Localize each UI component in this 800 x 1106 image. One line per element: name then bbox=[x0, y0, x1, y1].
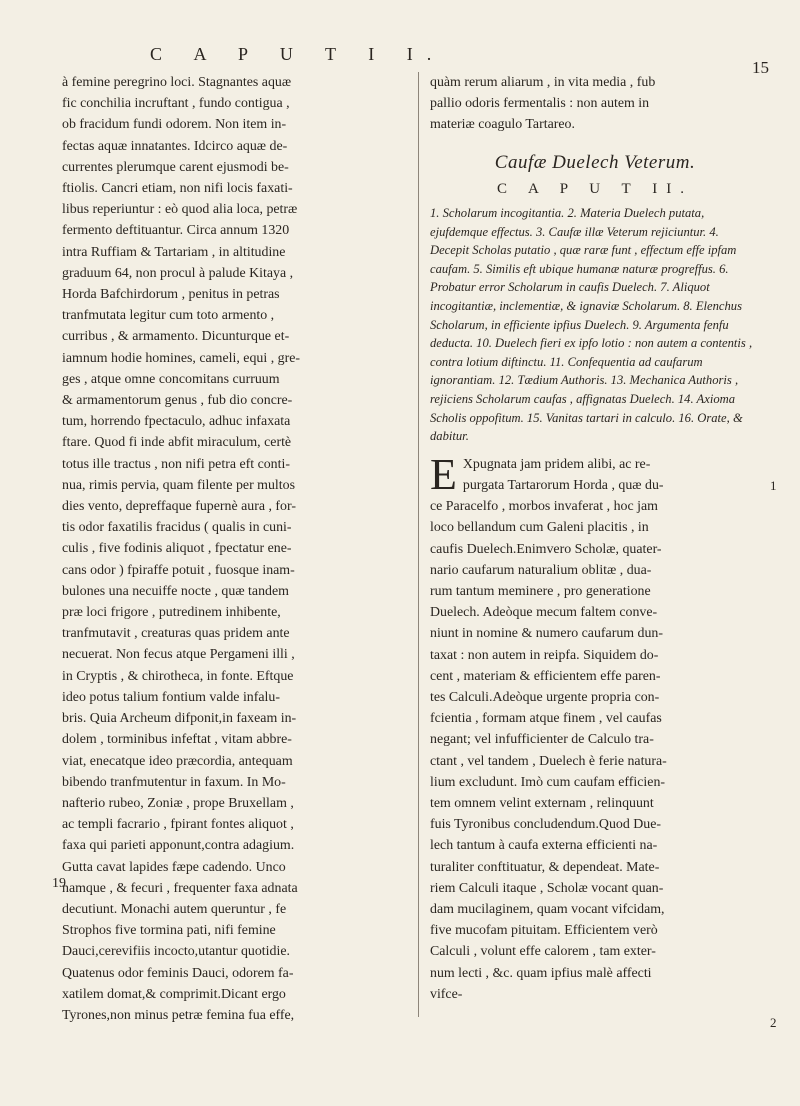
running-header: C A P U T I I. bbox=[150, 44, 446, 64]
text-line: Gutta cavat lapides fæpe cadendo. Unco bbox=[62, 859, 286, 875]
text-line: lium excludunt. Imò cum caufam efficien- bbox=[430, 774, 666, 790]
text-line: decutiunt. Monachi autem queruntur , fe bbox=[62, 901, 287, 917]
text-line: viat, enecatque ideo præcordia, antequam bbox=[62, 753, 293, 769]
text-line: ges , atque omne concomitans curruum bbox=[62, 371, 280, 387]
text-line: necuerat. Non fecus atque Pergameni illi , bbox=[62, 647, 295, 663]
text-line: tranfmutata legitur cum toto armento , bbox=[62, 308, 275, 324]
text-line: fcientia , formam atque finem , vel caufas bbox=[430, 711, 662, 727]
left-column bbox=[62, 72, 412, 1026]
text-line: tranfmutavit , creaturas quas pridem ante bbox=[62, 626, 290, 642]
text-line: Horda Bafchirdorum , penitus in petras bbox=[62, 287, 280, 303]
text-line: fermento deftituantur. Circa annum 1320 bbox=[62, 223, 290, 239]
text-line: purgata Tartarorum Horda , quæ du- bbox=[462, 477, 664, 493]
text-line: bulones una necuiffe nocte , quæ tandem bbox=[62, 583, 289, 599]
text-line: xatilem domat,& comprimit.Dicant ergo bbox=[62, 986, 286, 1002]
body-lines bbox=[430, 449, 760, 1005]
text-line: nario caufarum naturalium oblitæ , dua- bbox=[430, 562, 652, 578]
text-line: caufis Duelech.Enimvero Scholæ, quater- bbox=[430, 541, 662, 557]
text-line: ac templi facrario , fpirant fontes aliquot , bbox=[62, 817, 294, 833]
margin-number: 19 bbox=[52, 876, 66, 891]
text-line: loco bellandum cum Galeni placitis , in bbox=[430, 520, 649, 536]
text-line: ftiolis. Cancri etiam, non nifi locis faxati- bbox=[62, 181, 293, 197]
text-line: & armamentorum genus , fub dio concre- bbox=[62, 393, 293, 409]
section-title: Caufæ Duelech Veterum. bbox=[494, 151, 696, 173]
text-line: ftare. Quod fi inde abfit miraculum, certè bbox=[62, 435, 292, 451]
text-line: currentes plerumque carent ejusmodi be- bbox=[62, 159, 289, 175]
text-line: turaliter conftituatur, & dependeat. Mate- bbox=[430, 859, 660, 875]
text-line: tis odor faxatilis fracidus ( qualis in cuni- bbox=[62, 520, 292, 536]
text-line: dolem , torminibus infeftat , vitam abbre- bbox=[62, 732, 292, 748]
text-line: faxa qui parieti apponunt,contra adagium. bbox=[62, 838, 295, 854]
text-line: tem omnem velint externam , relinquunt bbox=[430, 795, 654, 811]
text-line: cent , materiam & efficientem effe paren- bbox=[430, 668, 661, 684]
text-line: tum, horrendo fpectaculo, adhuc infaxata bbox=[62, 414, 291, 430]
text-line: materiæ coagulo Tartareo. bbox=[430, 117, 575, 133]
text-line: negant; vel infufficienter de Calculo tra- bbox=[430, 732, 654, 748]
side-mark-2: 2 bbox=[770, 1015, 777, 1030]
text-line: quàm rerum aliarum , in vita media , fub bbox=[430, 75, 656, 90]
text-line: Quatenus odor feminis Dauci, odorem fa- bbox=[62, 965, 294, 981]
text-line: fectas aquæ innatantes. Idcirco aquæ de- bbox=[62, 138, 288, 154]
text-line: rum tantum meminere , pro generatione bbox=[430, 583, 651, 599]
chapter-summary: 1. Scholarum incogitantia. 2. Materia Duelech putata, ejufdemque effectus. 3. Caufæ illæ Veterum rejiciuntur. 4. Decepit Scholas putatio , quæ raræ funt , effectum effe ipfam caufam. 5. Similis eft ubique humanæ naturæ progreffus. 6. Probatur error Scholarum in caufis Duelech. 7. Aliquot incogitantiæ, inclementiæ, & ignaviæ Scholarum. 8. Elenchus Scholarum, in efficiente ipfius Duelech. 9. Argumenta fenfu deducta. 10. Duelech fieri ex ipfo lotio : non autem a contentis , contra lotium diftinctu. 11. Confequentia ad caufarum ignorantiam. 12. Tædium Authoris. 13. Mechanica Authoris , rejiciens Scholarum caufas , affignatas Duelech. 14. Axioma Scholis oppofitum. 15. Vanitas tartari in calculo. 16. Orate, & dabitur. bbox=[430, 206, 753, 444]
text-line: num lecti , &c. quam ipfius malè affecti bbox=[430, 965, 652, 981]
text-line: five mucofam pituitam. Efficientem verò bbox=[430, 923, 658, 939]
text-line: fic conchilia incruftant , fundo contigua , bbox=[62, 96, 290, 112]
text-line: ob fracidum fundi odorem. Non item in- bbox=[62, 117, 287, 133]
text-line: ce Paracelfo , morbos invaferat , hoc jam bbox=[430, 499, 658, 515]
text-line: ctant , vel tandem , Duelech è ferie natura- bbox=[430, 753, 667, 769]
text-line: totus ille tractus , non nifi petra eft conti- bbox=[62, 456, 290, 472]
text-line: culis , five fodinis aliquot , fpectatur ene- bbox=[62, 541, 292, 557]
text-line: curribus , & armamento. Dicunturque et- bbox=[62, 329, 290, 345]
drop-capital: E bbox=[430, 449, 457, 499]
text-line: lech tantum à caufa externa efficienti na- bbox=[430, 838, 658, 854]
text-line: præ loci frigore , putredinem inhibente, bbox=[62, 605, 281, 621]
text-line: namque , & fecuri , frequenter faxa adnata bbox=[62, 880, 298, 896]
text-line: cans odor ) fpiraffe potuit , fuosque inam- bbox=[62, 562, 295, 578]
text-line: pallio odoris fermentalis : non autem in bbox=[430, 96, 650, 112]
text-line: graduum 64, non procul à palude Kitaya , bbox=[62, 265, 294, 281]
text-line: à femine peregrino loci. Stagnantes aquæ bbox=[62, 75, 292, 90]
page-number: 15 bbox=[752, 58, 769, 77]
text-line: riem Calculi itaque , Scholæ vocant quan- bbox=[430, 880, 664, 896]
right-column bbox=[430, 72, 760, 1005]
text-line: Dauci,cerevifiis incocto,utantur quotidie. bbox=[62, 944, 290, 960]
text-line: Duelech. Adeòque mecum faltem conve- bbox=[430, 605, 658, 621]
text-line: dam mucilaginem, quam vocant vifcidam, bbox=[430, 902, 665, 917]
text-line: Calculi , volunt effe calorem , tam exter- bbox=[430, 944, 656, 960]
text-line: dies vento, depreffaque fupernè aura , for- bbox=[62, 499, 296, 515]
text-line: intra Ruffiam & Tartariam , in altitudine bbox=[62, 244, 286, 260]
text-line: in Cryptis , & chirotheca, in fonte. Eftque bbox=[62, 668, 294, 684]
text-line: tes Calculi.Adeòque urgente propria con- bbox=[430, 689, 660, 705]
text-line: Tyrones,non minus petræ femina fua effe, bbox=[62, 1007, 295, 1023]
text-line: Strophos five tormina pati, nifi femine bbox=[62, 923, 276, 939]
text-line: ideo potus talium fontium valde infalu- bbox=[62, 689, 280, 705]
text-line: nua, rimis pervia, quam filente per multos bbox=[62, 477, 295, 493]
text-line: bibendo tranfmutentur in faxum. In Mo- bbox=[62, 774, 286, 790]
text-line: vifce- bbox=[430, 986, 463, 1002]
text-line: iamnum hodie homines, cameli, equi , gre- bbox=[62, 350, 301, 366]
chapter-body bbox=[430, 449, 760, 1005]
column-divider bbox=[418, 72, 419, 1017]
text-line: bris. Quia Archeum difponit,in faxeam in- bbox=[62, 711, 297, 727]
text-line: libus reperiuntur : eò quod alia loca, petræ bbox=[62, 202, 298, 218]
text-line: nafterio rubeo, Zoniæ , prope Bruxellam , bbox=[62, 795, 294, 811]
text-line: niunt in nomine & numero caufarum dun- bbox=[430, 626, 664, 642]
text-line: taxat : non autem in reipfa. Siquidem do- bbox=[430, 647, 659, 663]
chapter-subheading: C A P U T II. bbox=[497, 180, 693, 197]
side-mark-1: 1 bbox=[770, 478, 777, 493]
intro-text bbox=[430, 72, 760, 136]
text-line: Xpugnata jam pridem alibi, ac re- bbox=[462, 456, 651, 472]
text-line: fuis Tyronibus concludendum.Quod Due- bbox=[430, 817, 662, 833]
